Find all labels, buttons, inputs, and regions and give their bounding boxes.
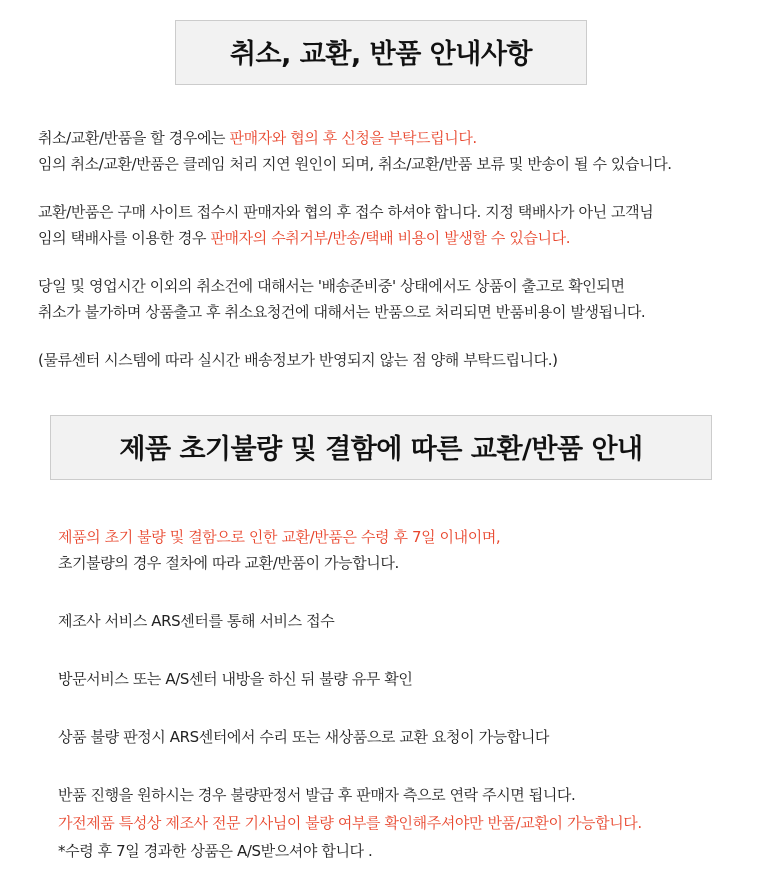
body-text: 취소가 불가하며 상품출고 후 취소요청건에 대해서는 반품으로 처리되면 반품비용이 발생됩니다. bbox=[38, 303, 646, 321]
paragraph bbox=[38, 125, 728, 177]
section-2-body bbox=[0, 524, 762, 864]
notice-group bbox=[58, 524, 728, 576]
paragraph bbox=[38, 347, 728, 373]
highlight-text: 제품의 초기 불량 및 결함으로 인한 교환/반품은 수령 후 7일 이내이며, bbox=[58, 528, 501, 546]
body-text: 제조사 서비스 ARS센터를 통해 서비스 접수 bbox=[58, 612, 335, 630]
section-2-heading: 제품 초기불량 및 결함에 따른 교환/반품 안내 bbox=[50, 415, 712, 480]
notice-group bbox=[58, 782, 728, 864]
notice-group bbox=[58, 608, 728, 634]
body-text: 반품 진행을 원하시는 경우 불량판정서 발급 후 판매자 측으로 연락 주시면 됩니다. bbox=[58, 786, 576, 804]
body-text: 초기불량의 경우 절차에 따라 교환/반품이 가능합니다. bbox=[58, 554, 399, 572]
highlight-text: 판매자의 수취거부/반송/택배 비용이 발생할 수 있습니다. bbox=[210, 229, 571, 247]
body-text: 방문서비스 또는 A/S센터 내방을 하신 뒤 불량 유무 확인 bbox=[58, 670, 413, 688]
highlight-text: 가전제품 특성상 제조사 전문 기사님이 불량 여부를 확인해주셔야만 반품/교환이 가능합니다. bbox=[58, 814, 642, 832]
body-text: 교환/반품은 구매 사이트 접수시 판매자와 협의 후 접수 하셔야 합니다. 지정 택배사가 아닌 고객님 bbox=[38, 203, 654, 221]
paragraph bbox=[38, 273, 728, 325]
notice-group bbox=[58, 666, 728, 692]
notice-page bbox=[0, 20, 762, 896]
section-1-heading: 취소, 교환, 반품 안내사항 bbox=[175, 20, 587, 85]
body-text: 당일 및 영업시간 이외의 취소건에 대해서는 '배송준비중' 상태에서도 상품이 출고로 확인되면 bbox=[38, 277, 625, 295]
highlight-text: 판매자와 협의 후 신청을 부탁드립니다. bbox=[229, 129, 477, 147]
body-text: 취소/교환/반품을 할 경우에는 bbox=[38, 129, 230, 147]
body-text: 임의 취소/교환/반품은 클레임 처리 지연 원인이 되며, 취소/교환/반품 보류 및 반송이 될 수 있습니다. bbox=[38, 155, 672, 173]
paragraph bbox=[38, 199, 728, 251]
section-divider-space bbox=[0, 373, 762, 415]
body-text: 임의 택배사를 이용한 경우 bbox=[38, 229, 211, 247]
notice-group bbox=[58, 724, 728, 750]
section-1-body bbox=[0, 125, 762, 373]
body-text: 상품 불량 판정시 ARS센터에서 수리 또는 새상품으로 교환 요청이 가능합니다 bbox=[58, 728, 550, 746]
body-text: (물류센터 시스템에 따라 실시간 배송정보가 반영되지 않는 점 양해 부탁드립니다.) bbox=[38, 351, 558, 369]
body-text: *수령 후 7일 경과한 상품은 A/S받으셔야 합니다 . bbox=[58, 842, 373, 860]
